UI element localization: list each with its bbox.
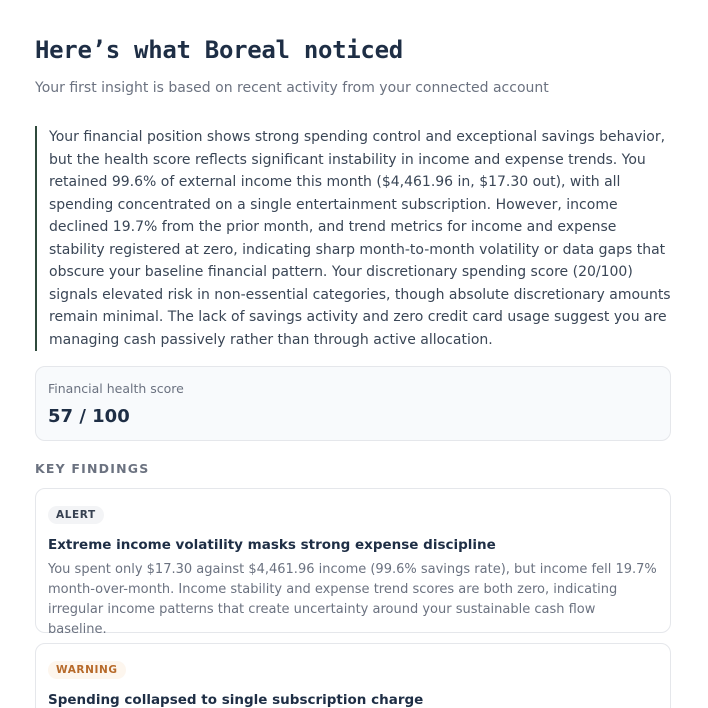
key-findings-heading: KEY FINDINGS [35, 461, 150, 476]
finding-card-alert [35, 488, 671, 637]
finding-body: You spent only $17.30 against $4,461.96 income (99.6% savings rate), but income fell 19.7% month-over-month. Income stability and expense trend scores are both zero, indicating irregular income patterns that create uncertainty around your sustainable cash flow baseline. [48, 562, 657, 637]
page-title: Here’s what Boreal noticed [35, 36, 403, 64]
page-subtitle: Your first insight is based on recent activity from your connected account [35, 80, 549, 96]
finding-title: Extreme income volatility masks strong expense discipline [48, 537, 496, 553]
warning-badge: WARNING [48, 661, 126, 679]
finding-card-warning [35, 643, 671, 708]
alert-badge: ALERT [48, 506, 104, 524]
summary-text: Your financial position shows strong spending control and exceptional savings behavior, but the health score reflects significant instability in income and expense trends. You retained 99.6% of external income this month ($4,461.96 in, $17.30 out), with all spending concentrated on a single entertainment subscription. However, income declined 19.7% from the prior month, and trend metrics for income and expense stability registered at zero, indicating sharp month-to-month volatility or data gaps that obscure your baseline financial pattern. Your discretionary spending score (20/100) signals elevated risk in non-essential categories, though absolute discretionary amounts remain minimal. The lack of savings activity and zero credit card usage suggest you are managing cash passively rather than through active allocation. [35, 126, 674, 351]
health-score-card [35, 366, 671, 441]
health-score-value: 57 / 100 [48, 406, 130, 427]
finding-title: Spending collapsed to single subscription charge [48, 692, 424, 708]
health-score-label: Financial health score [48, 381, 184, 396]
